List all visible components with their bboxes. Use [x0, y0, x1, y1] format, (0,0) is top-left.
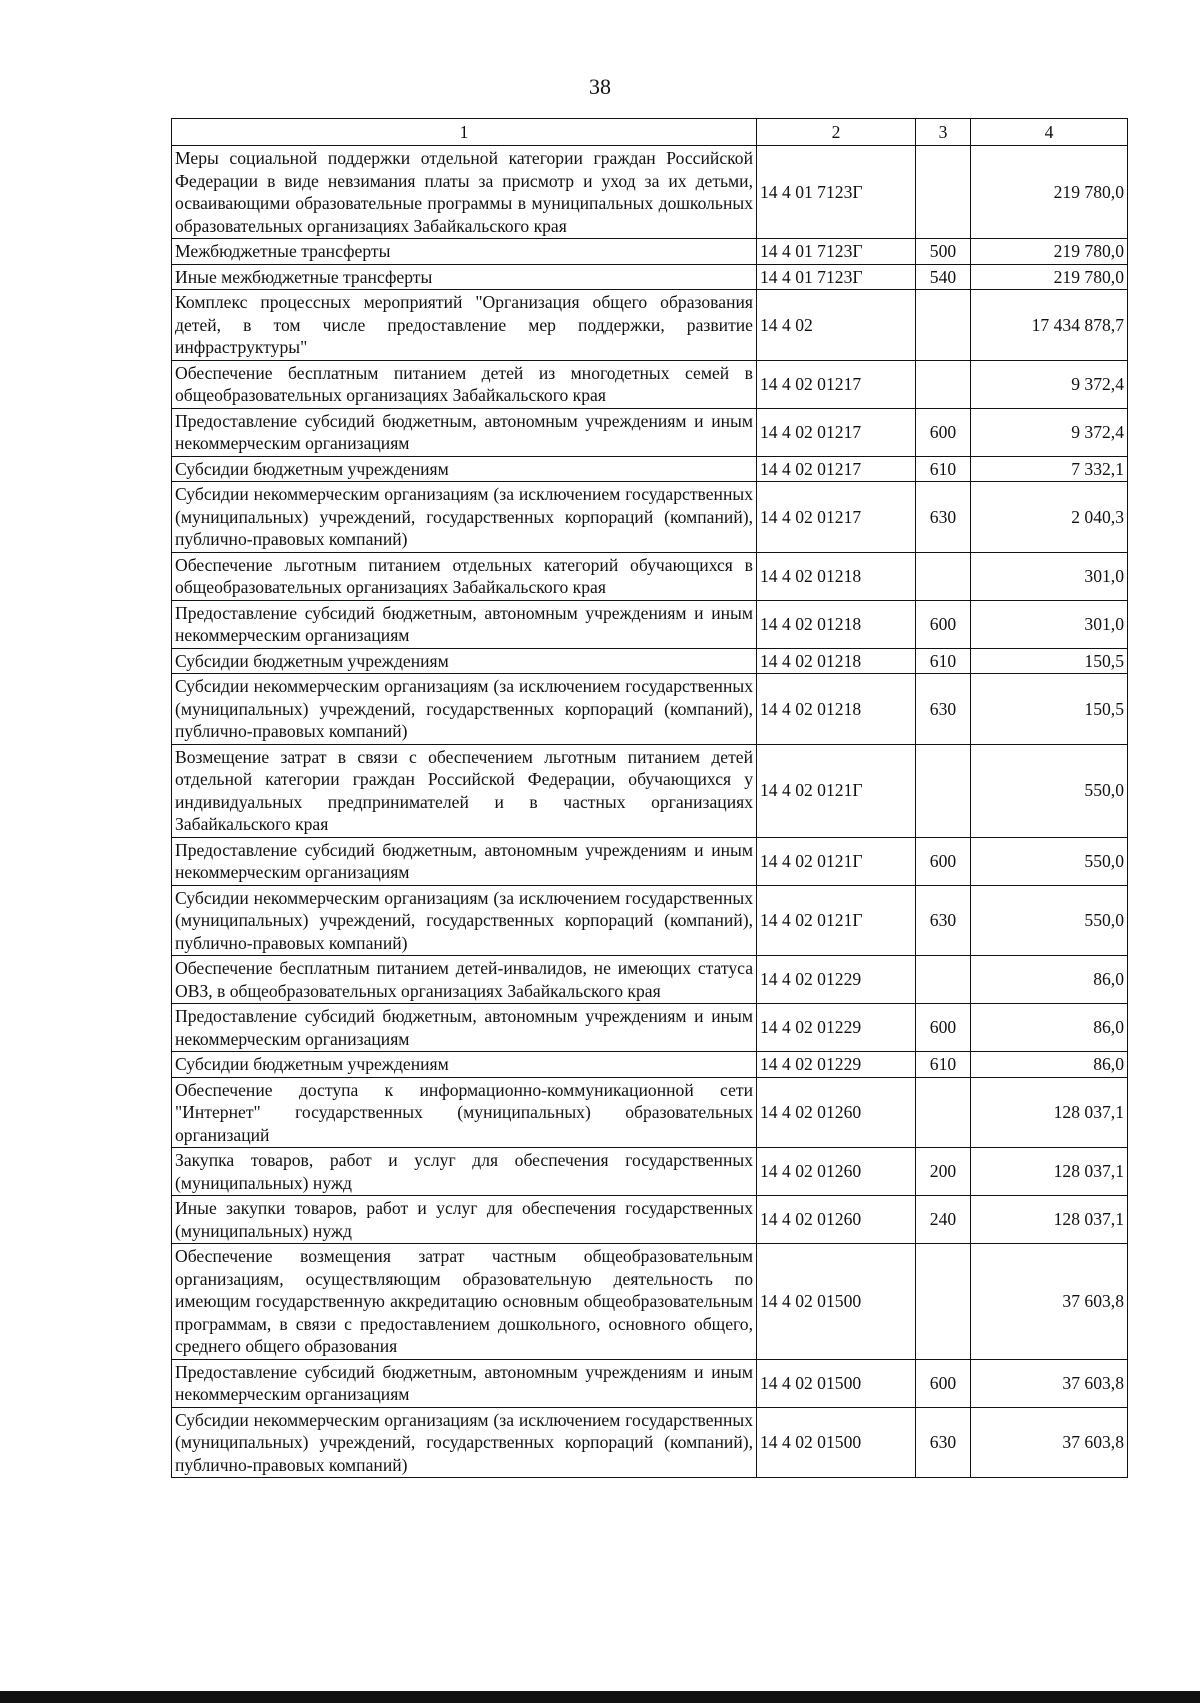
- row-code-cell: 14 4 02 0121Г: [757, 885, 916, 956]
- row-amount-cell: 301,0: [971, 600, 1128, 648]
- row-expense-type-cell: 240: [916, 1196, 971, 1244]
- row-name-cell: Предоставление субсидий бюджетным, автономным учреждениям и иным некоммерческим организациям: [172, 837, 757, 885]
- row-expense-type-cell: 600: [916, 600, 971, 648]
- table-row: [172, 674, 1128, 745]
- row-name-cell: Иные межбюджетные трансферты: [172, 264, 757, 290]
- row-code-cell: 14 4 01 7123Г: [757, 146, 916, 239]
- row-amount-cell: 17 434 878,7: [971, 290, 1128, 361]
- row-expense-type-cell: 630: [916, 482, 971, 553]
- table-row: [172, 456, 1128, 482]
- row-code-cell: 14 4 02 01218: [757, 600, 916, 648]
- table-row: [172, 648, 1128, 674]
- row-code-cell: 14 4 02 01217: [757, 482, 916, 553]
- table-row: [172, 1196, 1128, 1244]
- table-body: [172, 146, 1128, 1478]
- row-code-cell: 14 4 02 01217: [757, 360, 916, 408]
- row-name-cell: Возмещение затрат в связи с обеспечением льготным питанием детей отдельной категории граждан Российской Федерации, обучающихся у индивидуальных предпринимателей и в частных организациях Забайкальского края: [172, 744, 757, 837]
- row-expense-type-cell: 630: [916, 674, 971, 745]
- table-row: [172, 1148, 1128, 1196]
- table-row: [172, 1359, 1128, 1407]
- row-code-cell: 14 4 02 01500: [757, 1359, 916, 1407]
- row-amount-cell: 550,0: [971, 744, 1128, 837]
- row-name-cell: Иные закупки товаров, работ и услуг для обеспечения государственных (муниципальных) нужд: [172, 1196, 757, 1244]
- row-amount-cell: 219 780,0: [971, 239, 1128, 265]
- row-name-cell: Предоставление субсидий бюджетным, автономным учреждениям и иным некоммерческим организациям: [172, 408, 757, 456]
- budget-table: [171, 118, 1128, 1478]
- row-name-cell: Предоставление субсидий бюджетным, автономным учреждениям и иным некоммерческим организациям: [172, 1359, 757, 1407]
- row-expense-type-cell: 500: [916, 239, 971, 265]
- row-amount-cell: 150,5: [971, 674, 1128, 745]
- row-code-cell: 14 4 02 01217: [757, 456, 916, 482]
- row-amount-cell: 219 780,0: [971, 146, 1128, 239]
- header-col-1: 1: [172, 119, 757, 146]
- row-name-cell: Субсидии некоммерческим организациям (за исключением государственных (муниципальных) учреждений, государственных корпораций (компаний), публично-правовых компаний): [172, 885, 757, 956]
- row-expense-type-cell: 600: [916, 837, 971, 885]
- row-expense-type-cell: 600: [916, 1359, 971, 1407]
- row-expense-type-cell: 630: [916, 1407, 971, 1478]
- table-row: [172, 1004, 1128, 1052]
- row-code-cell: 14 4 02 01500: [757, 1244, 916, 1360]
- header-row: [172, 119, 1128, 146]
- table-row: [172, 885, 1128, 956]
- table-row: [172, 1077, 1128, 1148]
- row-code-cell: 14 4 02 01260: [757, 1077, 916, 1148]
- table-row: [172, 290, 1128, 361]
- table-row: [172, 264, 1128, 290]
- row-name-cell: Обеспечение бесплатным питанием детей из многодетных семей в общеобразовательных организациях Забайкальского края: [172, 360, 757, 408]
- table-row: [172, 239, 1128, 265]
- header-col-4: 4: [971, 119, 1128, 146]
- table-row: [172, 1052, 1128, 1078]
- row-code-cell: 14 4 02 0121Г: [757, 744, 916, 837]
- table-row: [172, 600, 1128, 648]
- row-name-cell: Субсидии бюджетным учреждениям: [172, 456, 757, 482]
- row-expense-type-cell: [916, 290, 971, 361]
- row-code-cell: 14 4 02 01500: [757, 1407, 916, 1478]
- row-code-cell: 14 4 02 01218: [757, 674, 916, 745]
- row-amount-cell: 86,0: [971, 1052, 1128, 1078]
- row-name-cell: Обеспечение льготным питанием отдельных категорий обучающихся в общеобразовательных организациях Забайкальского края: [172, 552, 757, 600]
- scan-bottom-border: [0, 1691, 1200, 1703]
- row-code-cell: 14 4 02 01218: [757, 552, 916, 600]
- row-expense-type-cell: [916, 146, 971, 239]
- table-row: [172, 408, 1128, 456]
- row-code-cell: 14 4 02: [757, 290, 916, 361]
- row-amount-cell: 9 372,4: [971, 360, 1128, 408]
- row-name-cell: Субсидии бюджетным учреждениям: [172, 648, 757, 674]
- row-amount-cell: 2 040,3: [971, 482, 1128, 553]
- row-expense-type-cell: [916, 1077, 971, 1148]
- row-code-cell: 14 4 01 7123Г: [757, 264, 916, 290]
- row-code-cell: 14 4 02 01229: [757, 1052, 916, 1078]
- row-amount-cell: 219 780,0: [971, 264, 1128, 290]
- table-row: [172, 360, 1128, 408]
- table-row: [172, 744, 1128, 837]
- row-amount-cell: 550,0: [971, 885, 1128, 956]
- row-expense-type-cell: [916, 744, 971, 837]
- row-amount-cell: 37 603,8: [971, 1359, 1128, 1407]
- row-name-cell: Обеспечение возмещения затрат частным общеобразовательным организациям, осуществляющим образовательную деятельность по имеющим государственную аккредитацию основным общеобразовательным программам, в связи с предоставлением дошкольного, основного общего, среднего общего образования: [172, 1244, 757, 1360]
- row-amount-cell: 86,0: [971, 1004, 1128, 1052]
- row-name-cell: Межбюджетные трансферты: [172, 239, 757, 265]
- row-code-cell: 14 4 02 01217: [757, 408, 916, 456]
- row-expense-type-cell: [916, 360, 971, 408]
- table-row: [172, 1407, 1128, 1478]
- row-name-cell: Субсидии некоммерческим организациям (за исключением государственных (муниципальных) учреждений, государственных корпораций (компаний), публично-правовых компаний): [172, 674, 757, 745]
- row-expense-type-cell: 630: [916, 885, 971, 956]
- row-expense-type-cell: 610: [916, 1052, 971, 1078]
- table-row: [172, 146, 1128, 239]
- row-expense-type-cell: [916, 956, 971, 1004]
- row-expense-type-cell: 610: [916, 456, 971, 482]
- row-expense-type-cell: 600: [916, 408, 971, 456]
- row-expense-type-cell: 200: [916, 1148, 971, 1196]
- page-number: 38: [589, 74, 611, 99]
- row-amount-cell: 128 037,1: [971, 1077, 1128, 1148]
- row-code-cell: 14 4 02 01218: [757, 648, 916, 674]
- row-amount-cell: 37 603,8: [971, 1407, 1128, 1478]
- row-expense-type-cell: [916, 552, 971, 600]
- row-name-cell: Обеспечение бесплатным питанием детей-инвалидов, не имеющих статуса ОВЗ, в общеобразовательных организациях Забайкальского края: [172, 956, 757, 1004]
- row-expense-type-cell: 600: [916, 1004, 971, 1052]
- row-name-cell: Меры социальной поддержки отдельной категории граждан Российской Федерации в виде невзимания платы за присмотр и уход за их детьми, осваивающими образовательные программы в муниципальных дошкольных образовательных организациях Забайкальского края: [172, 146, 757, 239]
- row-code-cell: 14 4 02 01229: [757, 1004, 916, 1052]
- row-amount-cell: 37 603,8: [971, 1244, 1128, 1360]
- row-amount-cell: 128 037,1: [971, 1148, 1128, 1196]
- row-amount-cell: 9 372,4: [971, 408, 1128, 456]
- row-code-cell: 14 4 02 01260: [757, 1148, 916, 1196]
- row-expense-type-cell: 610: [916, 648, 971, 674]
- row-expense-type-cell: [916, 1244, 971, 1360]
- header-col-2: 2: [757, 119, 916, 146]
- row-code-cell: 14 4 02 01260: [757, 1196, 916, 1244]
- row-code-cell: 14 4 02 01229: [757, 956, 916, 1004]
- table-row: [172, 837, 1128, 885]
- header-col-3: 3: [916, 119, 971, 146]
- row-code-cell: 14 4 02 0121Г: [757, 837, 916, 885]
- row-amount-cell: 550,0: [971, 837, 1128, 885]
- row-amount-cell: 301,0: [971, 552, 1128, 600]
- row-code-cell: 14 4 01 7123Г: [757, 239, 916, 265]
- table-row: [172, 482, 1128, 553]
- row-amount-cell: 128 037,1: [971, 1196, 1128, 1244]
- row-expense-type-cell: 540: [916, 264, 971, 290]
- row-name-cell: Обеспечение доступа к информационно-коммуникационной сети "Интернет" государственных (муниципальных) образовательных организаций: [172, 1077, 757, 1148]
- row-name-cell: Субсидии бюджетным учреждениям: [172, 1052, 757, 1078]
- row-name-cell: Субсидии некоммерческим организациям (за исключением государственных (муниципальных) учреждений, государственных корпораций (компаний), публично-правовых компаний): [172, 1407, 757, 1478]
- row-name-cell: Субсидии некоммерческим организациям (за исключением государственных (муниципальных) учреждений, государственных корпораций (компаний), публично-правовых компаний): [172, 482, 757, 553]
- row-amount-cell: 7 332,1: [971, 456, 1128, 482]
- row-name-cell: Комплекс процессных мероприятий "Организация общего образования детей, в том числе предоставление мер поддержки, развитие инфраструктуры": [172, 290, 757, 361]
- table-row: [172, 552, 1128, 600]
- row-amount-cell: 150,5: [971, 648, 1128, 674]
- row-name-cell: Предоставление субсидий бюджетным, автономным учреждениям и иным некоммерческим организациям: [172, 1004, 757, 1052]
- row-amount-cell: 86,0: [971, 956, 1128, 1004]
- row-name-cell: Закупка товаров, работ и услуг для обеспечения государственных (муниципальных) нужд: [172, 1148, 757, 1196]
- table-row: [172, 956, 1128, 1004]
- table-row: [172, 1244, 1128, 1360]
- row-name-cell: Предоставление субсидий бюджетным, автономным учреждениям и иным некоммерческим организациям: [172, 600, 757, 648]
